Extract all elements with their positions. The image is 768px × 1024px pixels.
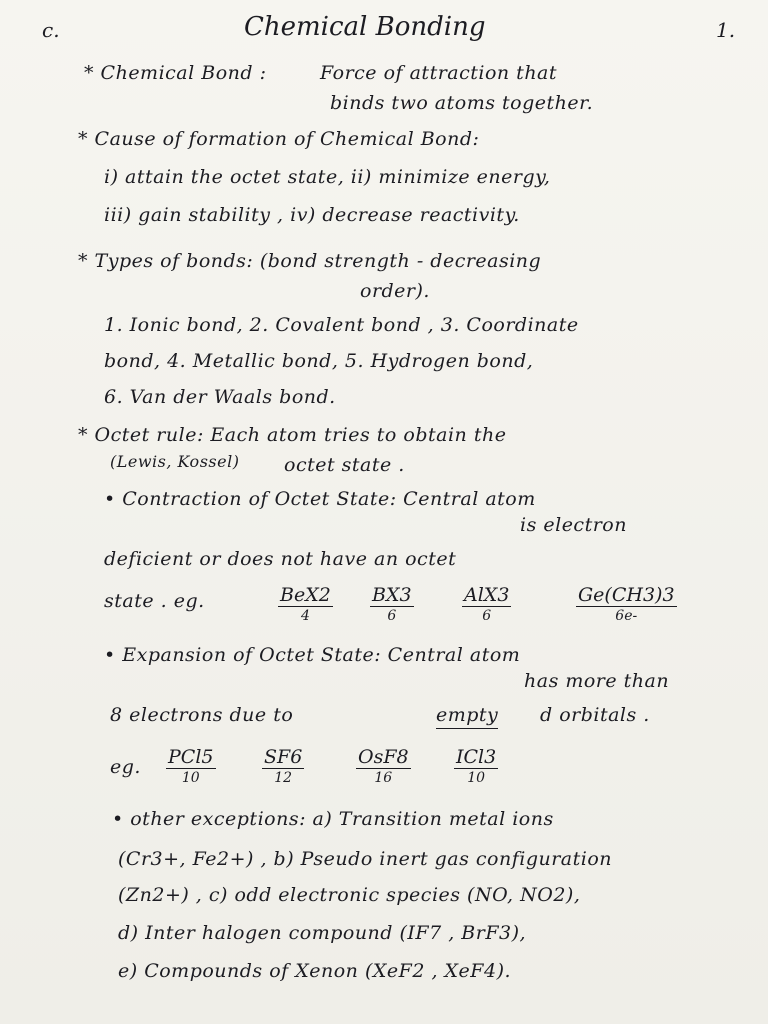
contraction-example: BX3 6	[372, 584, 412, 624]
expansion-line-2: has more than	[524, 670, 670, 692]
other-exceptions-line-3: (Zn2+) , c) odd electronic species (NO, NO2),	[118, 884, 581, 906]
types-heading: * Types of bonds: (bond strength - decreasing	[78, 250, 542, 272]
expansion-empty: empty	[436, 704, 498, 729]
types-order: order).	[360, 280, 430, 302]
page-number: 1.	[716, 18, 736, 42]
chemical-bond-def-1: Force of attraction that	[320, 62, 558, 84]
expansion-example: OsF8 16	[358, 746, 409, 786]
chemical-bond-label: * Chemical Bond :	[84, 62, 267, 84]
contraction-line-2: is electron	[520, 514, 627, 536]
cause-heading: * Cause of formation of Chemical Bond:	[78, 128, 480, 150]
types-line-3: 1. Ionic bond, 2. Covalent bond , 3. Coordinate	[104, 314, 579, 336]
cause-line-3: iii) gain stability , iv) decrease reactivity.	[104, 204, 520, 226]
expansion-line-3a: 8 electrons due to	[110, 704, 294, 726]
other-exceptions-line-4: d) Inter halogen compound (IF7 , BrF3),	[118, 922, 527, 944]
expansion-example: ICl3 10	[456, 746, 497, 786]
contraction-eg: state . eg.	[104, 590, 205, 612]
chemical-bond-def-2: binds two atoms together.	[330, 92, 594, 114]
octet-state: octet state .	[284, 454, 405, 476]
types-line-5: 6. Van der Waals bond.	[104, 386, 336, 408]
page-title: Chemical Bonding	[244, 12, 486, 42]
expansion-example: PCl5 10	[168, 746, 214, 786]
expansion-example: SF6 12	[264, 746, 303, 786]
octet-authors: (Lewis, Kossel)	[110, 452, 240, 471]
cause-line-2: i) attain the octet state, ii) minimize energy,	[104, 166, 551, 188]
other-exceptions-heading: • other exceptions: a) Transition metal ions	[112, 808, 554, 830]
expansion-eg: eg.	[110, 756, 141, 778]
expansion-line-3c: d orbitals .	[540, 704, 650, 726]
contraction-example: Ge(CH3)3 6e-	[578, 584, 675, 624]
contraction-heading: • Contraction of Octet State: Central atom	[104, 488, 536, 510]
contraction-line-3: deficient or does not have an octet	[104, 548, 457, 570]
expansion-heading: • Expansion of Octet State: Central atom	[104, 644, 521, 666]
types-line-4: bond, 4. Metallic bond, 5. Hydrogen bond,	[104, 350, 534, 372]
other-exceptions-line-5: e) Compounds of Xenon (XeF2 , XeF4).	[118, 960, 512, 982]
contraction-example: AlX3 6	[464, 584, 510, 624]
other-exceptions-line-2: (Cr3+, Fe2+) , b) Pseudo inert gas configuration	[118, 848, 613, 870]
octet-rule: * Octet rule: Each atom tries to obtain the	[78, 424, 507, 446]
corner-mark: c.	[42, 18, 60, 42]
contraction-example: BeX2 4	[280, 584, 331, 624]
